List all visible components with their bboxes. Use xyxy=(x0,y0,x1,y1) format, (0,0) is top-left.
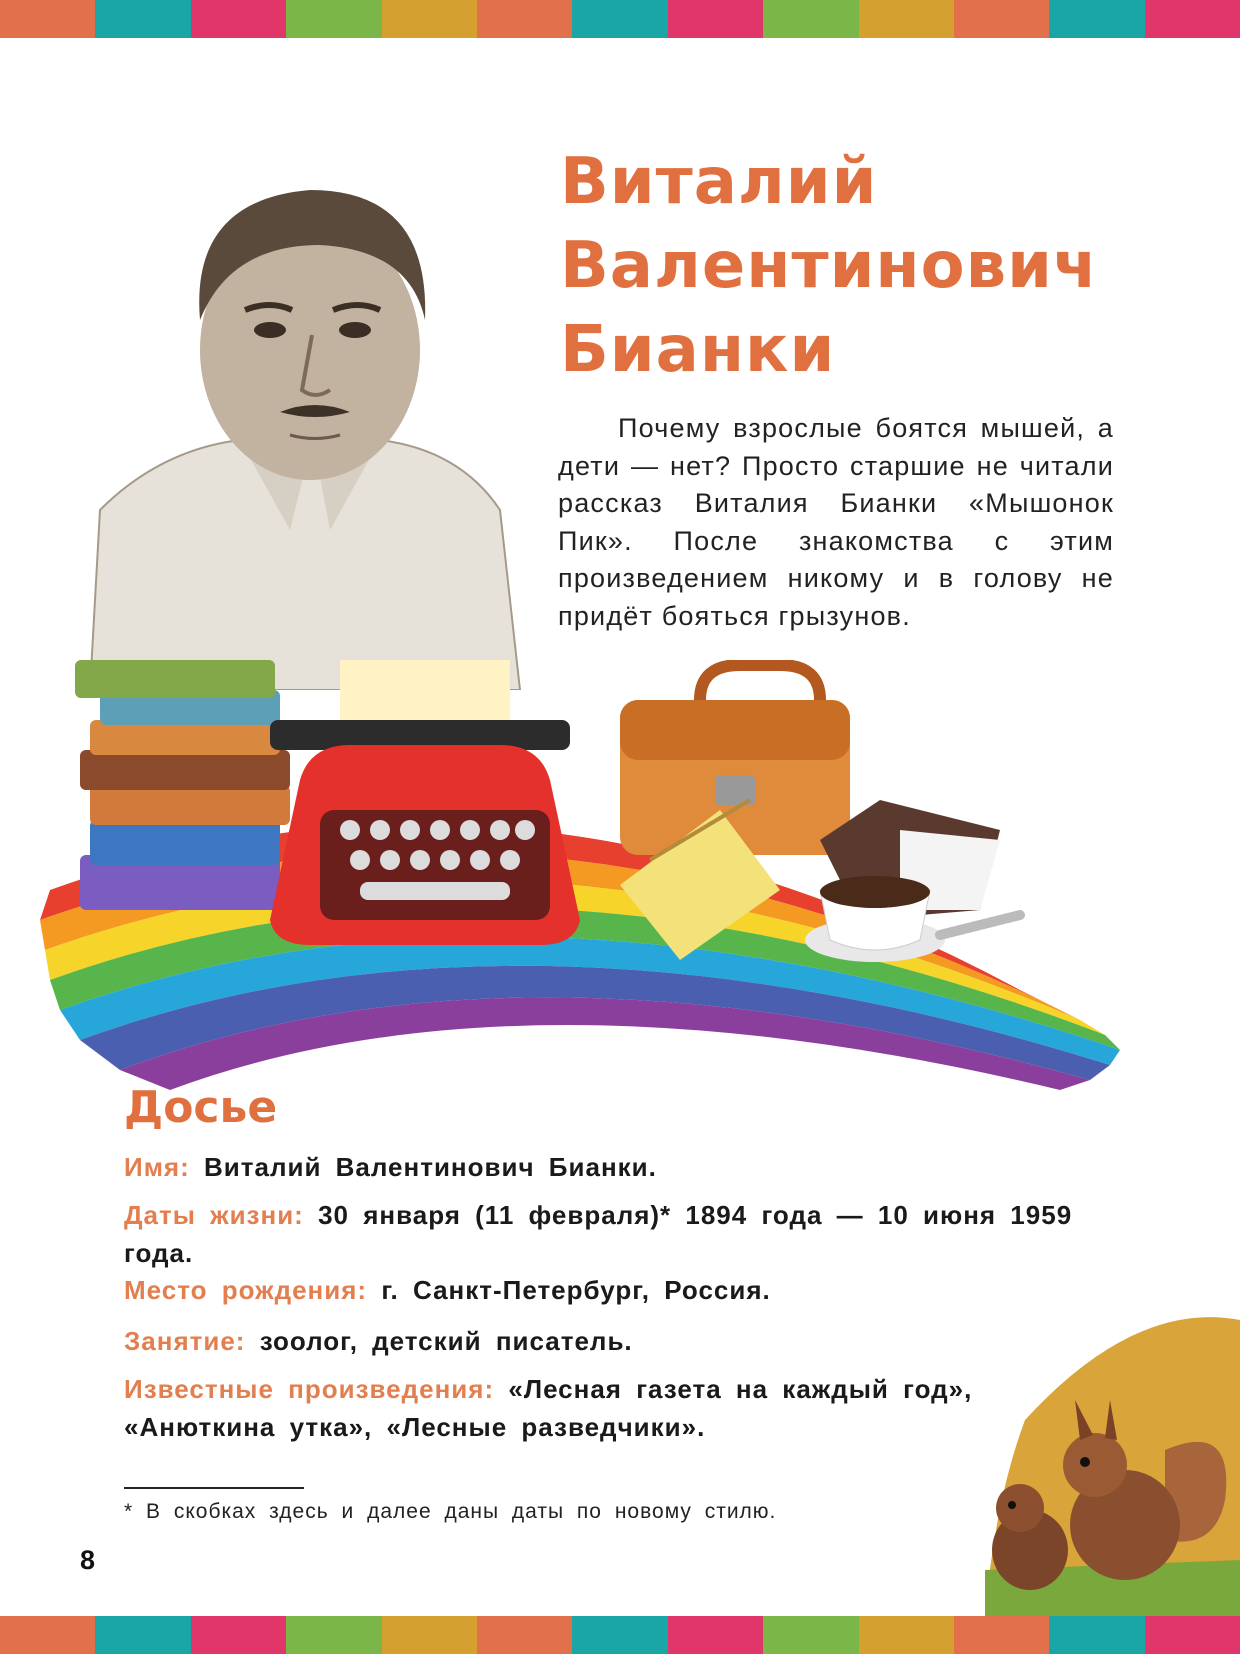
field-label: Имя: xyxy=(124,1152,190,1182)
field-value: Виталий Валентинович Бианки. xyxy=(203,1152,657,1182)
dossier-field-dates xyxy=(124,1196,1114,1272)
field-value: «Лесная газета на каждый год», «Анюткина утка», «Лесные разведчики». xyxy=(124,1374,973,1442)
field-label: Даты жизни: xyxy=(124,1200,304,1230)
dossier-field-works xyxy=(124,1370,1004,1446)
footnote: * В скобках здесь и далее даны даты по новому стилю. xyxy=(124,1500,777,1523)
field-value: 30 января (11 февраля)* 1894 года — 10 июня 1959 года. xyxy=(124,1200,1073,1268)
title-line-2: Валентинович xyxy=(560,229,1098,303)
books-icon xyxy=(75,660,290,910)
squirrels-illustration xyxy=(985,1300,1240,1616)
footnote-divider xyxy=(124,1487,304,1489)
coffee-cup-icon xyxy=(805,876,945,962)
portrait-photo xyxy=(80,150,530,690)
dossier-title: Досье xyxy=(124,1082,278,1133)
field-label: Известные произведения: xyxy=(124,1374,495,1404)
field-value: г. Санкт-Петербург, Россия. xyxy=(381,1275,771,1305)
page-number: 8 xyxy=(80,1545,96,1575)
dossier-field-name xyxy=(124,1148,1114,1186)
typewriter-icon xyxy=(270,660,580,945)
dossier-field-occupation xyxy=(124,1322,1114,1360)
title-line-3: Бианки xyxy=(560,313,836,387)
field-label: Место рождения: xyxy=(124,1275,368,1305)
top-color-stripe xyxy=(0,0,1240,38)
intro-paragraph: Почему взрослые боятся мышей, а дети — нет? Просто старшие не читали рассказ Виталия Бианки «Мышонок Пик». После знакомства с этим произведением никому и в голову не придёт бояться грызунов. xyxy=(558,413,1114,631)
title-line-1: Виталий xyxy=(560,145,878,219)
field-label: Занятие: xyxy=(124,1326,246,1356)
bottom-color-stripe xyxy=(0,1616,1240,1654)
page-title xyxy=(560,140,1200,392)
briefcase-icon xyxy=(620,665,850,855)
pen-icon xyxy=(940,915,1020,935)
dossier-field-birthplace xyxy=(124,1271,1114,1309)
desk-illustration xyxy=(20,660,1220,1140)
field-value: зоолог, детский писатель. xyxy=(259,1326,633,1356)
